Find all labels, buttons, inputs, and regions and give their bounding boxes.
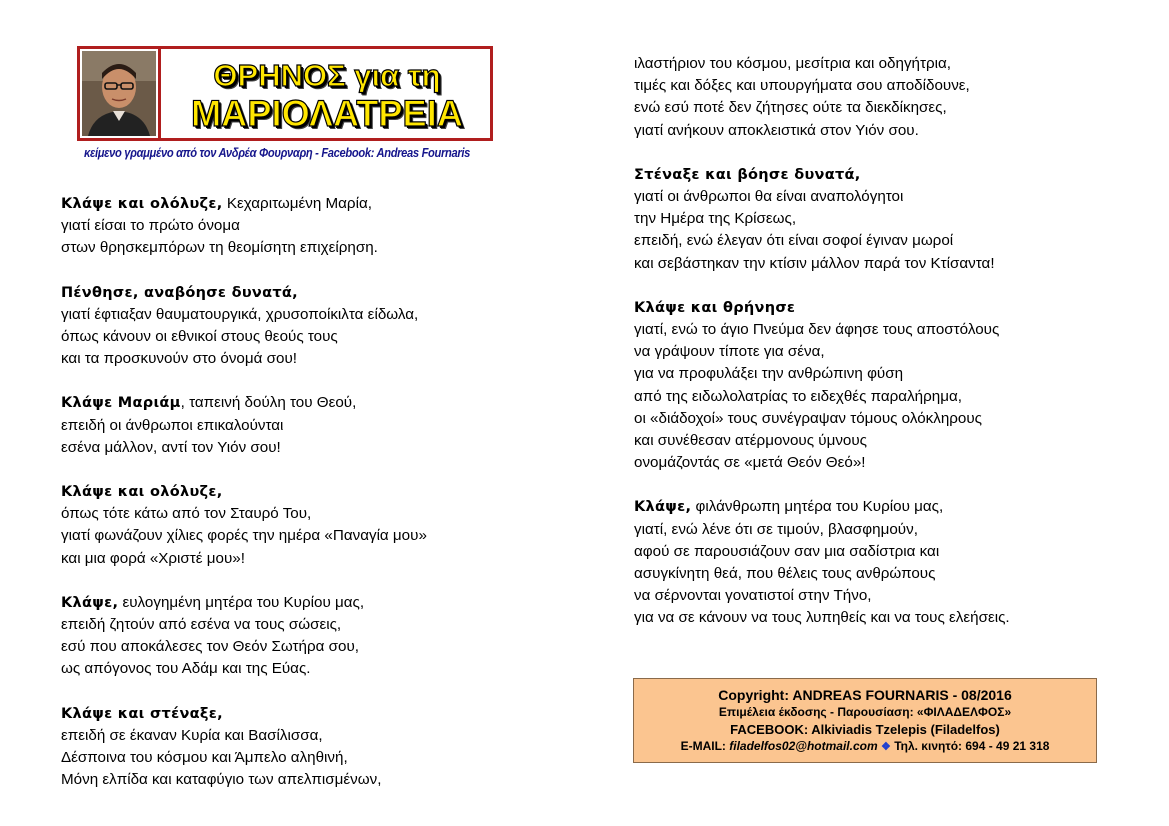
stanza [61,282,427,371]
facebook-line [634,721,1096,738]
stanza [634,496,1010,629]
stanza-lead-rest: , ταπεινή δούλη του Θεού, [180,394,357,412]
email-address[interactable]: filadelfos02@hotmail.com [725,739,881,753]
stanza-first-line [634,164,1010,186]
stanza-lead: Κλάψε και θρήνησε [634,299,796,316]
author-portrait-icon [82,51,156,136]
stanza-line: εσένα μάλλον, αντί τον Υιόν σου! [61,438,281,456]
stanza-line: ασυγκίνητη θεά, που θέλεις τους ανθρώπους [634,565,936,583]
stanza-line: και συνέθεσαν ατέρμονους ύμνους [634,432,868,450]
stanza [634,297,1010,475]
stanza-line: ως απόγονος του Αδάμ και της Εύας. [61,660,311,678]
stanza-line: ενώ εσύ ποτέ δεν ζήτησες ούτε τα διεκδίκησες, [634,99,947,117]
stanza-first-line [61,703,427,725]
left-column [61,193,427,813]
photo-divider [158,49,161,138]
stanza-lead: Κλάψε και στέναξε, [61,705,223,722]
stanza-line: γιατί ανήκουν αποκλειστικά στον Υιόν σου. [634,121,919,139]
stanza-first-line [634,53,1010,75]
stanza-line: εσύ που αποκάλεσες τον Θεόν Σωτήρα σου, [61,638,359,656]
title-line-2: ΜΑΡΙΟΛΑΤΡΕΙΑ [190,93,464,134]
stanza-line: επειδή οι άνθρωποι επικαλούνται [61,416,284,434]
stanza-first-line [61,193,427,215]
stanza [634,53,1010,142]
stanza-line: Μόνη ελπίδα και καταφύγιο των απελπισμένων, [61,771,382,789]
stanza-lead: Στέναξε και βόησε δυνατά, [634,166,861,183]
stanza [61,481,427,570]
stanza [634,164,1010,275]
stanza-line: γιατί οι άνθρωποι θα είναι αναπολόγητοι [634,188,904,206]
right-column [634,53,1010,652]
stanza-line: από της ειδωλολατρίας το ειδεχθές παραλήρημα, [634,387,962,405]
stanza-lead-rest: Κεχαριτωμένη Μαρία, [222,195,372,212]
stanza-line: Δέσποινα του κόσμου και Άμπελο αληθινή, [61,749,348,767]
stanza-first-line [61,282,427,304]
phone-number: Τηλ. κινητό: 694 - 49 21 318 [890,739,1050,753]
stanza-line: να σέρνονται γονατιστοί στην Τήνο, [634,587,872,605]
author-subtitle: κείμενο γραμμένο από τον Ανδρέα Φουρναρη - Facebook: Andreas Fournaris [84,145,471,160]
stanza-line: και τα προσκυνούν στο όνομά σου! [61,350,297,368]
email-label: E-MAIL: [680,739,726,753]
stanza-line: αφού σε παρουσιάζουν σαν μια σαδίστρια και [634,542,940,560]
author-photo [82,51,156,136]
stanza-line: οι «διάδοχοί» τους συνέγραψαν τόμους ολόκληρους [634,409,982,427]
stanza-lead: Κλάψε, [61,594,119,611]
stanza-first-line [61,392,427,414]
title-block [164,51,490,136]
stanza [61,592,427,681]
stanza-line: για να σε κάνουν να τους λυπηθείς και να τους ελεήσεις. [634,609,1010,627]
contact-line [634,738,1096,756]
stanza-line: και μια φορά «Χριστέ μου»! [61,549,245,567]
stanza-lead: Πένθησε, αναβόησε δυνατά, [61,284,298,301]
stanza-line: επειδή, ενώ έλεγαν ότι είναι σοφοί έγιναν μωροί [634,232,954,250]
stanza-line: τιμές και δόξες και υπουργήματα σου αποδίδουνε, [634,77,970,95]
stanza-lead: Κλάψε και ολόλυζε, [61,196,223,212]
stanza-first-line [634,297,1010,319]
stanza-line: ονομάζοντάς σε «μετά Θεόν Θεό»! [634,454,866,472]
stanza-first-line [61,481,427,503]
stanza [61,703,427,792]
stanza-lead-rest: φιλάνθρωπη μητέρα του Κυρίου μας, [691,498,944,516]
stanza-line: όπως κάνουν οι εθνικοί στους θεούς τους [61,328,338,346]
stanza-lead: Κλάψε και ολόλυζε, [61,484,223,501]
stanza-lead-rest: ιλαστήριον του κόσμου, μεσίτρια και οδηγήτρια, [634,55,952,72]
title-line-1: ΘΡΗΝΟΣ για τη [213,58,441,93]
copyright-line: Copyright: ANDREAS FOURNARIS - 08/2016 [718,687,1012,703]
editor-line: Επιμέλεια έκδοσης - Παρουσίαση: «ΦΙΛΑΔΕΛΦΟΣ» [718,705,1012,719]
copyright-box [633,678,1097,763]
stanza-line: γιατί, ενώ το άγιο Πνεύμα δεν άφησε τους αποστόλους [634,321,1000,339]
stanza [61,193,427,260]
stanza-line: επειδή σε έκαναν Κυρία και Βασίλισσα, [61,726,323,744]
stanza-line: γιατί φωνάζουν χίλιες φορές την ημέρα «Παναγία μου» [61,527,427,545]
title-banner [77,46,493,141]
stanza-line: στων θρησκεμπόρων τη θεομίσητη επιχείρηση. [61,239,378,257]
stanza-line: να γράψουν τίποτε για σένα, [634,343,825,361]
stanza-first-line [634,496,1010,518]
stanza-lead: Κλάψε Μαριάμ [61,395,181,412]
facebook-value: Alkiviadis Tzelepis (Filadelfos) [808,722,1000,737]
stanza-lead: Κλάψε, [634,499,692,516]
stanza [61,392,427,459]
stanza-lead-rest: ευλογημένη μητέρα του Κυρίου μας, [118,593,365,611]
stanza-line: επειδή ζητούν από εσένα να τους σώσεις, [61,616,342,634]
diamond-icon: ❖ [880,741,891,753]
stanza-first-line [61,592,427,614]
stanza-line: όπως τότε κάτω από τον Σταυρό Του, [61,505,312,523]
stanza-line: γιατί είσαι το πρώτο όνομα [61,217,240,235]
stanza-line: την Ημέρα της Κρίσεως, [634,210,797,228]
stanza-line: γιατί, ενώ λένε ότι σε τιμούν, βλασφημούν, [634,520,918,538]
stanza-line: και σεβάστηκαν την κτίσιν μάλλον παρά τον Κτίσαντα! [634,254,995,272]
facebook-label: FACEBOOK: [730,722,809,737]
stanza-line: γιατί έφτιαξαν θαυματουργικά, χρυσοποίκιλτα είδωλα, [61,305,419,323]
stanza-line: για να προφυλάξει την ανθρώπινη φύση [634,365,904,383]
